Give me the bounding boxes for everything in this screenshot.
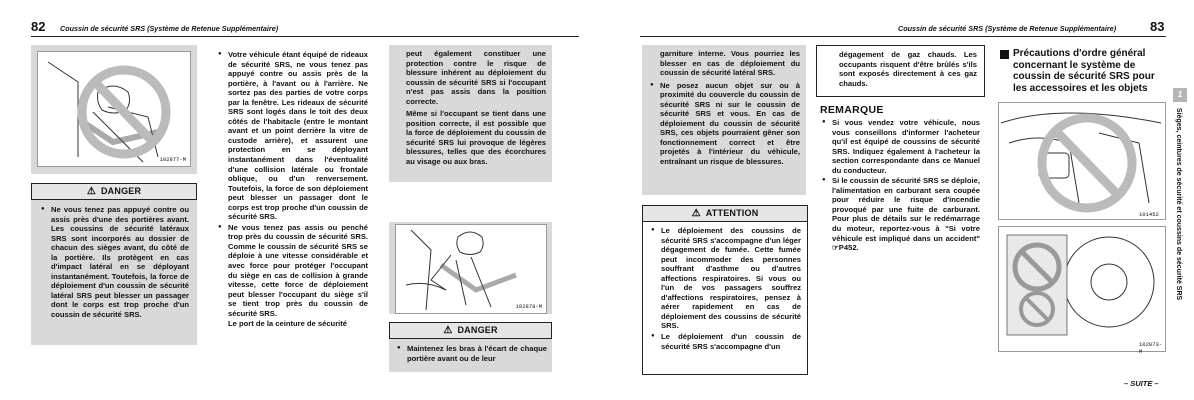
danger-header-1 bbox=[31, 183, 197, 200]
remarque-bullet-1: ● Si vous vendez votre véhicule, nous vous conseillons d'informer l'acheteur qu'il est équipé de coussins de sécurité SRS. Indiquez également à l'acheteur la section correspondante dans ce Manuel du conducteur. bbox=[820, 118, 980, 175]
figure-occupant-door bbox=[37, 51, 191, 167]
danger-bullet-2: ● Maintenez les bras à l'écart de chaque portière avant ou de leur bbox=[395, 344, 547, 363]
left-col3-para-1: peut également constituer une protection contre le risque de blessure inhérent au déploiement du coussin de sécurité SRS si l'occupant n'est pas assis dans la position correcte. bbox=[406, 49, 546, 106]
danger-bullet-1: ● Ne vous tenez pas appuyé contre ou assis près d'une des portières avant. Les coussins de sécurité latéraux SRS sont incorporés au dossier de chacun des sièges avant, du côté de la portière. Ils protègent en cas d'impact latéral en se déployant instantanément. Toutefois, la force de déploiement d'un coussin de sécurité latéral SRS peut blesser un passager dont le corps est trop proche d'un coussin de sécurité SRS. bbox=[39, 205, 189, 320]
page-header-left: Coussin de sécurité SRS (Système de Retenue Supplémentaire) bbox=[60, 24, 279, 33]
right-col1-para: garniture interne. Vous pourriez les blesser en cas de déploiement du coussin de sécurité latéral SRS. bbox=[660, 49, 800, 78]
page-number-left: 82 bbox=[31, 19, 46, 34]
attention-text bbox=[649, 226, 801, 352]
danger-text-2 bbox=[395, 344, 547, 364]
header-rule-right bbox=[640, 36, 1166, 37]
left-col3-text bbox=[406, 49, 546, 167]
left-col2-bullet-1: ● Votre véhicule étant équipé de rideaux de sécurité SRS, ne vous tenez pas appuyé contre ou assis près de la portière, à l'avant ou à l'arrière. Ne sortez pas des parties de votre corps par la fenêtre. Les rideaux de sécurité SRS sont logés dans le toit des deux côtés de l'habitacle (entre le montant avant et un point derrière la vitre de custode arrière), et assurent une protection en se déployant instantanément dans l'éventualité d'une collision latérale ou frontale oblique, ou d'un renversement. Toutefois, la force de son déploiement peut blesser un passager dont le corps est trop proche d'un coussin de sécurité SRS. bbox=[216, 50, 368, 222]
figure-4-id: 102873-M bbox=[1139, 341, 1163, 355]
attention-box bbox=[642, 205, 808, 375]
left-col2 bbox=[216, 50, 368, 329]
warning-triangle-icon: ⚠ bbox=[86, 186, 96, 197]
left-col2-tail: Le port de la ceinture de sécurité bbox=[228, 319, 348, 329]
page-number-right: 83 bbox=[1150, 19, 1165, 34]
attention-bullet-1: ● Le déploiement des coussins de sécurité SRS s'accompagne d'un léger dégagement de fumée. Cette fumée peut incommoder des personnes souffrant d'asthme ou d'autres affections respiratoires. Si vous ou l'un de vos passagers souffrez d'affections respiratoires, pensez à aérer rapidement en cas de déploiement des coussins de sécurité SRS. bbox=[649, 226, 801, 331]
remarque-bullet-2: ● Si le coussin de sécurité SRS se déploie, l'alimentation en carburant sera coupée pour réduire le risque d'incendie provoqué par une fuite de carburant. Pour plus de détails sur le redémarrage du moteur, reportez-vous à "Si votre véhicule est impliqué dans un accident" ☞P452. bbox=[820, 176, 980, 252]
chapter-side-text: Sièges, ceintures de sécurité et coussins de sécurité SRS bbox=[1175, 108, 1182, 301]
figure-1-id: 102877-M bbox=[159, 156, 186, 163]
danger-label-2: DANGER bbox=[457, 325, 498, 335]
right-col1-bullet: ● Ne posez aucun objet sur ou à proximité du couvercle du coussin de sécurité SRS ni sur le coussin de sécurité SRS et vous. En cas de déploiement du coussin de sécurité SRS, ces objets pourraient gêner son fonctionnement correct et être projetés à l'intérieur du véhicule, entraînant un risque de blessures. bbox=[648, 81, 800, 167]
figure-3-id: 101452 bbox=[1139, 211, 1159, 218]
right-col1-text bbox=[648, 49, 800, 168]
danger-box-1 bbox=[31, 183, 197, 345]
left-col2-bullet-2: ● Ne vous tenez pas assis ou penché trop près du coussin de sécurité SRS. Comme le coussin de sécurité SRS se déploie à une vitesse considérable et avec force pour protéger l'occupant du siège en cas de collision à grande vitesse, cette force de déploiement peut blesser l'occupant du siège s'il se tient trop près du coussin de sécurité SRS. bbox=[216, 223, 368, 318]
remarque-heading: REMARQUE bbox=[820, 104, 884, 116]
danger-label-1: DANGER bbox=[100, 186, 142, 196]
figure-box-1 bbox=[31, 45, 197, 174]
warning-triangle-icon: ⚠ bbox=[691, 208, 701, 219]
page-header-right: Coussin de sécurité SRS (Système de Retenue Supplémentaire) bbox=[898, 24, 1117, 33]
figure-2-id: 102878-M bbox=[515, 303, 542, 310]
left-col3-box bbox=[389, 45, 552, 182]
gas-box bbox=[816, 45, 985, 97]
figure-steering bbox=[998, 226, 1166, 355]
header-rule-left bbox=[31, 36, 579, 37]
danger-text-1 bbox=[39, 205, 189, 321]
left-col3-para-2: Même si l'occupant se tient dans une position correcte, il est possible que la force de déploiement du coussin de sécurité SRS lui provoque de légères blessures, telles que des écorchures au visage ou aux bras. bbox=[406, 109, 546, 167]
footer-suite: – SUITE – bbox=[1124, 379, 1159, 388]
attention-label: ATTENTION bbox=[705, 208, 759, 218]
gas-box-text: dégagement de gaz chauds. Les occupants risquent d'être brûlés s'ils sont exposés directement à ces gaz chauds. bbox=[839, 50, 977, 88]
attention-bullet-2: ● Le déploiement d'un coussin de sécurité SRS s'accompagne d'un bbox=[649, 332, 801, 351]
figure-dashboard bbox=[998, 102, 1166, 220]
warning-triangle-icon: ⚠ bbox=[443, 325, 453, 336]
chapter-tab: 1 bbox=[1173, 88, 1187, 102]
figure-arm-door bbox=[395, 224, 547, 314]
section-heading: Précautions d'ordre général concernant le système de coussin de sécurité SRS pour les accessoires et les objets bbox=[1013, 48, 1155, 94]
section-bullet-icon bbox=[1000, 50, 1009, 59]
figure-box-2 bbox=[389, 222, 552, 314]
danger-box-2 bbox=[389, 322, 552, 372]
attention-header bbox=[642, 205, 808, 222]
remarque-text bbox=[820, 118, 980, 254]
right-col1-box bbox=[642, 45, 806, 195]
danger-header-2 bbox=[389, 322, 552, 339]
